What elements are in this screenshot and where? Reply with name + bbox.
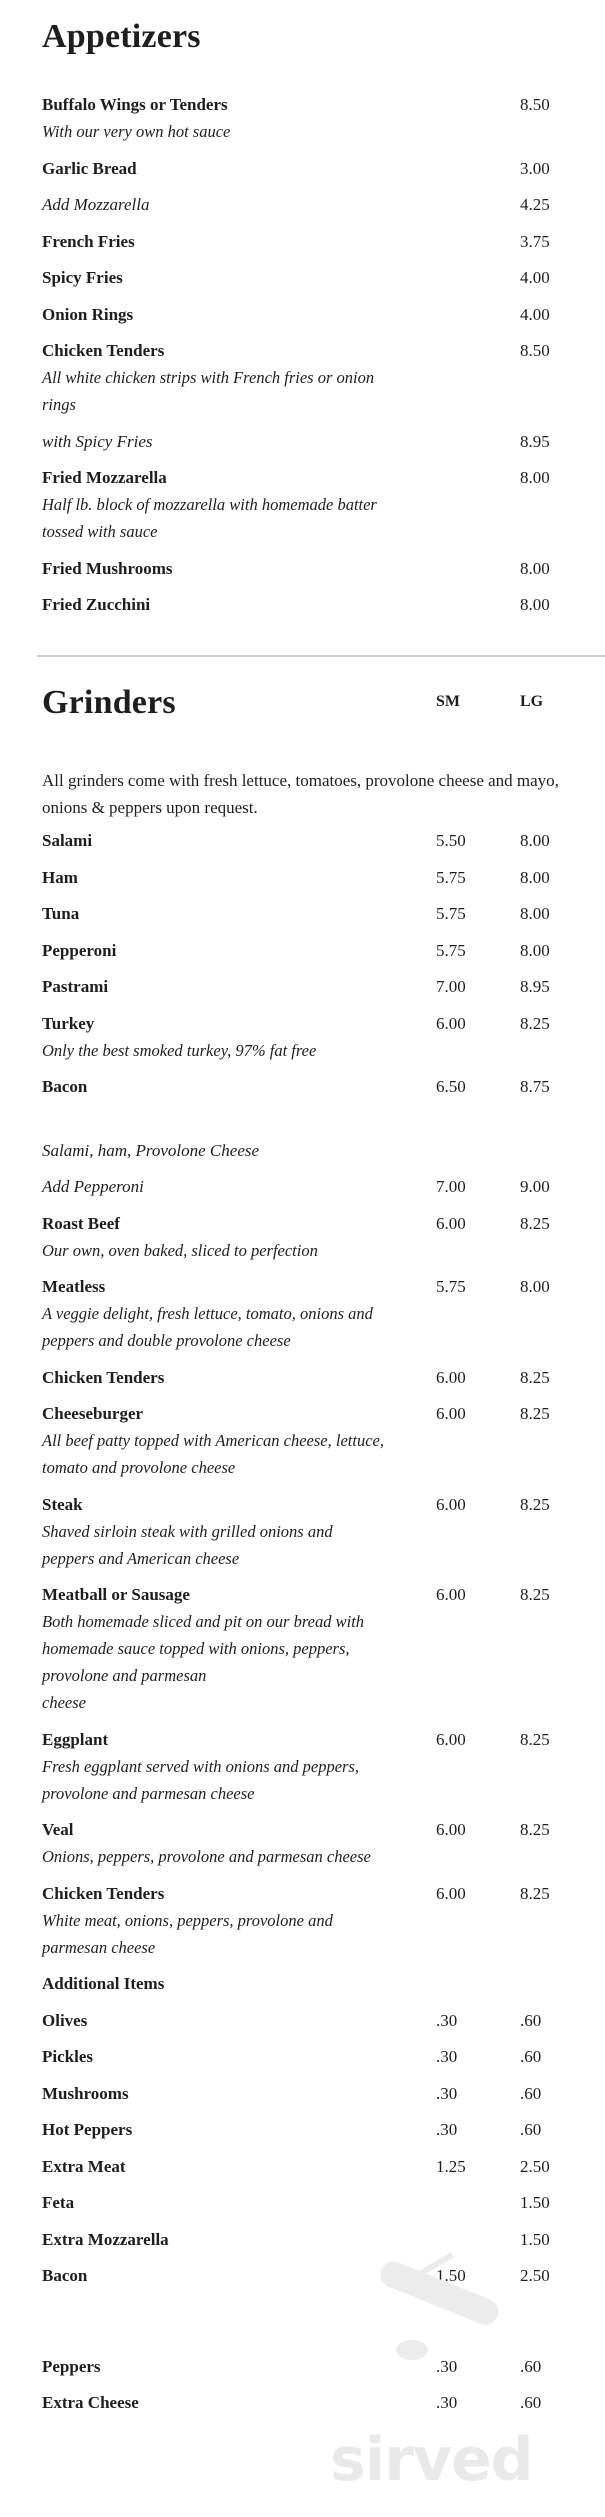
item-name: Peppers: [42, 2356, 101, 2376]
menu-item: [42, 264, 605, 301]
item-description: [42, 364, 422, 418]
description-line: Only the best smoked turkey, 97% fat free: [42, 1040, 317, 1060]
item-price: 8.50: [520, 95, 550, 114]
price-small: 5.75: [436, 940, 466, 960]
description-line: peppers and American cheese: [42, 1548, 240, 1568]
item-description: [42, 1518, 422, 1572]
menu-item: [42, 1970, 605, 2007]
item-name: Bacon: [42, 1077, 88, 1096]
price-small: 6.00: [436, 1404, 466, 1423]
grinders-intro: All grinders come with fresh lettuce, tomatoes, provolone cheese and mayo, onions & peppers upon request.: [42, 771, 559, 817]
price-small: 1.25: [436, 2156, 466, 2176]
price-small: 6.00: [436, 1883, 466, 1903]
item-name: Add Pepperoni: [42, 1177, 144, 1196]
item-price: 3.00: [520, 158, 550, 178]
item-description: [42, 118, 422, 145]
menu-item: [42, 301, 605, 338]
price-small: 6.00: [436, 1820, 466, 1839]
price-small: 6.00: [436, 1729, 466, 1749]
section-title: Grinders: [42, 684, 176, 721]
item-name: Meatball or Sausage: [42, 1585, 190, 1604]
column-header-large: LG: [520, 693, 544, 710]
item-description: [42, 491, 422, 545]
menu-item: [42, 937, 605, 974]
description-line: provolone and parmesan: [42, 1666, 207, 1685]
watermark: sirved: [330, 2425, 533, 2495]
price-large: 8.25: [520, 1585, 550, 1604]
description-line: provolone and parmesan cheese: [42, 1783, 255, 1803]
item-name: Meatless: [42, 1277, 106, 1296]
item-name: Fried Mushrooms: [42, 558, 173, 578]
item-name: Bacon: [42, 2266, 88, 2285]
description-line: Both homemade sliced and pit on our bread with: [42, 1612, 365, 1631]
item-name: Spicy Fries: [42, 268, 123, 287]
price-small: 6.50: [436, 1077, 466, 1096]
description-line: Fresh eggplant served with onions and peppers,: [42, 1756, 359, 1776]
price-large: 1.50: [520, 2229, 550, 2249]
price-large: 8.00: [520, 867, 550, 887]
menu-item: [42, 555, 605, 592]
description-line: A veggie delight, fresh lettuce, tomato, onions and: [42, 1304, 373, 1323]
appetizers-list: [42, 91, 605, 628]
item-name: Additional Items: [42, 1974, 165, 1993]
price-small: 7.00: [436, 977, 466, 996]
price-large: 8.00: [520, 904, 550, 923]
menu-item: [42, 2153, 605, 2190]
price-small: 6.00: [436, 1367, 466, 1387]
item-description: [42, 1608, 422, 1716]
menu-item: [42, 1210, 605, 1274]
price-small: 7.00: [436, 1177, 466, 1196]
price-large: 8.75: [520, 1077, 550, 1096]
price-large: 8.25: [520, 1013, 550, 1033]
price-small: 1.50: [436, 2266, 466, 2285]
item-description: [42, 1843, 422, 1870]
price-small: .30: [436, 2120, 458, 2139]
item-description: [42, 1300, 422, 1354]
menu-option: [42, 191, 605, 228]
menu-item: [42, 1073, 605, 1110]
menu-item: [42, 2007, 605, 2044]
item-description: [42, 1237, 422, 1264]
spacer-row: [42, 2326, 605, 2353]
price-small: .30: [436, 2010, 458, 2030]
menu-item: [42, 1491, 605, 1582]
item-name: Ham: [42, 867, 78, 887]
description-line: All beef patty topped with American cheese, lettuce,: [42, 1431, 384, 1450]
price-large: .60: [520, 2356, 542, 2376]
description-line: parmesan cheese: [42, 1937, 156, 1957]
menu-item: [42, 155, 605, 192]
description-line: tomato and provolone cheese: [42, 1458, 236, 1477]
price-small: 5.75: [436, 867, 466, 887]
spacer-row: [42, 2299, 605, 2326]
price-small: 6.00: [436, 1585, 466, 1604]
description-line: White meat, onions, peppers, provolone and: [42, 1910, 333, 1930]
item-name: Extra Mozzarella: [42, 2229, 169, 2249]
price-large: 8.25: [520, 1213, 550, 1233]
item-name: Veal: [42, 1820, 74, 1839]
item-name: Chicken Tenders: [42, 341, 165, 360]
description-line: All white chicken strips with French fries or onion: [42, 368, 375, 387]
price-large: 8.25: [520, 1729, 550, 1749]
price-large: 8.25: [520, 1404, 550, 1423]
item-name: French Fries: [42, 231, 135, 251]
item-name: Buffalo Wings or Tenders: [42, 95, 228, 114]
price-small: 6.00: [436, 1494, 466, 1514]
menu-item: [42, 2389, 605, 2426]
item-name: Salami, ham, Provolone Cheese: [42, 1140, 260, 1160]
item-price: 3.75: [520, 231, 550, 251]
item-price: 8.95: [520, 431, 550, 451]
item-name: Fried Mozzarella: [42, 468, 167, 487]
menu-item: [42, 1364, 605, 1401]
item-name: Pickles: [42, 2047, 93, 2066]
item-name: with Spicy Fries: [42, 431, 153, 451]
menu-item: [42, 1880, 605, 1971]
price-small: .30: [436, 2356, 458, 2376]
description-line: rings: [42, 395, 76, 414]
menu-option: [42, 1173, 605, 1210]
sirved-logo-icon: [372, 2245, 512, 2365]
price-large: 8.00: [520, 940, 550, 960]
price-large: 8.00: [520, 1277, 550, 1296]
item-name: Olives: [42, 2010, 88, 2030]
spacer-row: [42, 1110, 605, 1137]
price-large: .60: [520, 2120, 542, 2139]
item-name: Pastrami: [42, 977, 109, 996]
menu-item: [42, 1273, 605, 1364]
menu-item: [42, 2262, 605, 2299]
item-description: [42, 1427, 422, 1481]
menu-item: [42, 900, 605, 937]
description-line: With our very own hot sauce: [42, 122, 231, 141]
description-line: Onions, peppers, provolone and parmesan cheese: [42, 1847, 371, 1866]
item-name: Add Mozzarella: [42, 195, 150, 214]
item-price: 4.00: [520, 268, 550, 287]
item-name: Tuna: [42, 904, 80, 923]
menu-item: [42, 2353, 605, 2390]
menu-item: [42, 1400, 605, 1491]
menu-item: [42, 864, 605, 901]
description-line: Our own, oven baked, sliced to perfection: [42, 1240, 318, 1260]
item-price: 8.50: [520, 341, 550, 360]
item-price: 8.00: [520, 595, 550, 614]
menu-item: [42, 464, 605, 555]
price-large: 8.25: [520, 1367, 550, 1387]
menu-item: [42, 2189, 605, 2226]
price-small: 6.00: [436, 1013, 466, 1033]
item-name: Chicken Tenders: [42, 1367, 165, 1387]
menu-item: [42, 827, 605, 864]
price-large: .60: [520, 2083, 542, 2103]
menu-item: [42, 1726, 605, 1817]
item-name: Chicken Tenders: [42, 1883, 165, 1903]
price-large: 8.25: [520, 1494, 550, 1514]
price-small: .30: [436, 2047, 458, 2066]
item-description: [42, 1753, 422, 1807]
price-large: 1.50: [520, 2193, 550, 2212]
item-name: Turkey: [42, 1013, 95, 1033]
price-large: 2.50: [520, 2156, 550, 2176]
menu-item: [42, 2226, 605, 2263]
description-line: cheese: [42, 1693, 86, 1712]
item-name: Mushrooms: [42, 2083, 129, 2103]
description-line: tossed with sauce: [42, 522, 158, 541]
item-name: Onion Rings: [42, 304, 134, 324]
menu-item: [42, 228, 605, 265]
price-small: .30: [436, 2083, 458, 2103]
menu-option: [42, 428, 605, 465]
item-name: Hot Peppers: [42, 2120, 133, 2139]
item-name: Pepperoni: [42, 940, 117, 960]
price-small: 6.00: [436, 1213, 466, 1233]
menu-item: [42, 973, 605, 1010]
price-small: 5.75: [436, 1277, 466, 1296]
price-large: .60: [520, 2393, 542, 2412]
item-price: 8.00: [520, 558, 550, 578]
description-line: Half lb. block of mozzarella with homemade batter: [42, 495, 377, 514]
menu-item: [42, 591, 605, 628]
price-large: 8.95: [520, 977, 550, 996]
menu-item: [42, 2043, 605, 2080]
price-large: 8.00: [520, 831, 550, 850]
menu-item: [42, 1581, 605, 1726]
item-price: 8.00: [520, 468, 550, 487]
price-small: .30: [436, 2393, 458, 2412]
description-line: homemade sauce topped with onions, peppers,: [42, 1639, 350, 1658]
price-large: 2.50: [520, 2266, 550, 2285]
menu-item: [42, 2116, 605, 2153]
price-large: 8.25: [520, 1820, 550, 1839]
item-price: 4.25: [520, 195, 550, 214]
item-name: Extra Meat: [42, 2156, 126, 2176]
section-divider: [37, 655, 605, 657]
price-large: 9.00: [520, 1177, 550, 1196]
item-name: Fried Zucchini: [42, 595, 151, 614]
item-description: [42, 1907, 422, 1961]
menu-item: [42, 1816, 605, 1880]
item-name: Salami: [42, 831, 93, 850]
item-name: Garlic Bread: [42, 158, 137, 178]
price-large: .60: [520, 2010, 542, 2030]
menu-option: [42, 1137, 605, 1174]
item-price: 4.00: [520, 304, 550, 324]
price-large: .60: [520, 2047, 542, 2066]
item-name: Eggplant: [42, 1729, 109, 1749]
item-name: Feta: [42, 2193, 75, 2212]
price-small: 5.75: [436, 904, 466, 923]
column-header-small: SM: [436, 693, 460, 710]
item-name: Steak: [42, 1494, 83, 1514]
price-large: 8.25: [520, 1883, 550, 1903]
menu-item: [42, 2080, 605, 2117]
menu-item: [42, 91, 605, 155]
price-small: 5.50: [436, 831, 466, 850]
grinders-list: [42, 827, 605, 2426]
item-description: [42, 1037, 422, 1064]
menu-item: [42, 337, 605, 428]
item-name: Extra Cheese: [42, 2393, 139, 2412]
description-line: peppers and double provolone cheese: [42, 1331, 291, 1350]
item-name: Cheeseburger: [42, 1404, 144, 1423]
item-name: Roast Beef: [42, 1213, 120, 1233]
menu-item: [42, 1010, 605, 1074]
section-title: Appetizers: [42, 18, 201, 55]
description-line: Shaved sirloin steak with grilled onions and: [42, 1521, 333, 1541]
